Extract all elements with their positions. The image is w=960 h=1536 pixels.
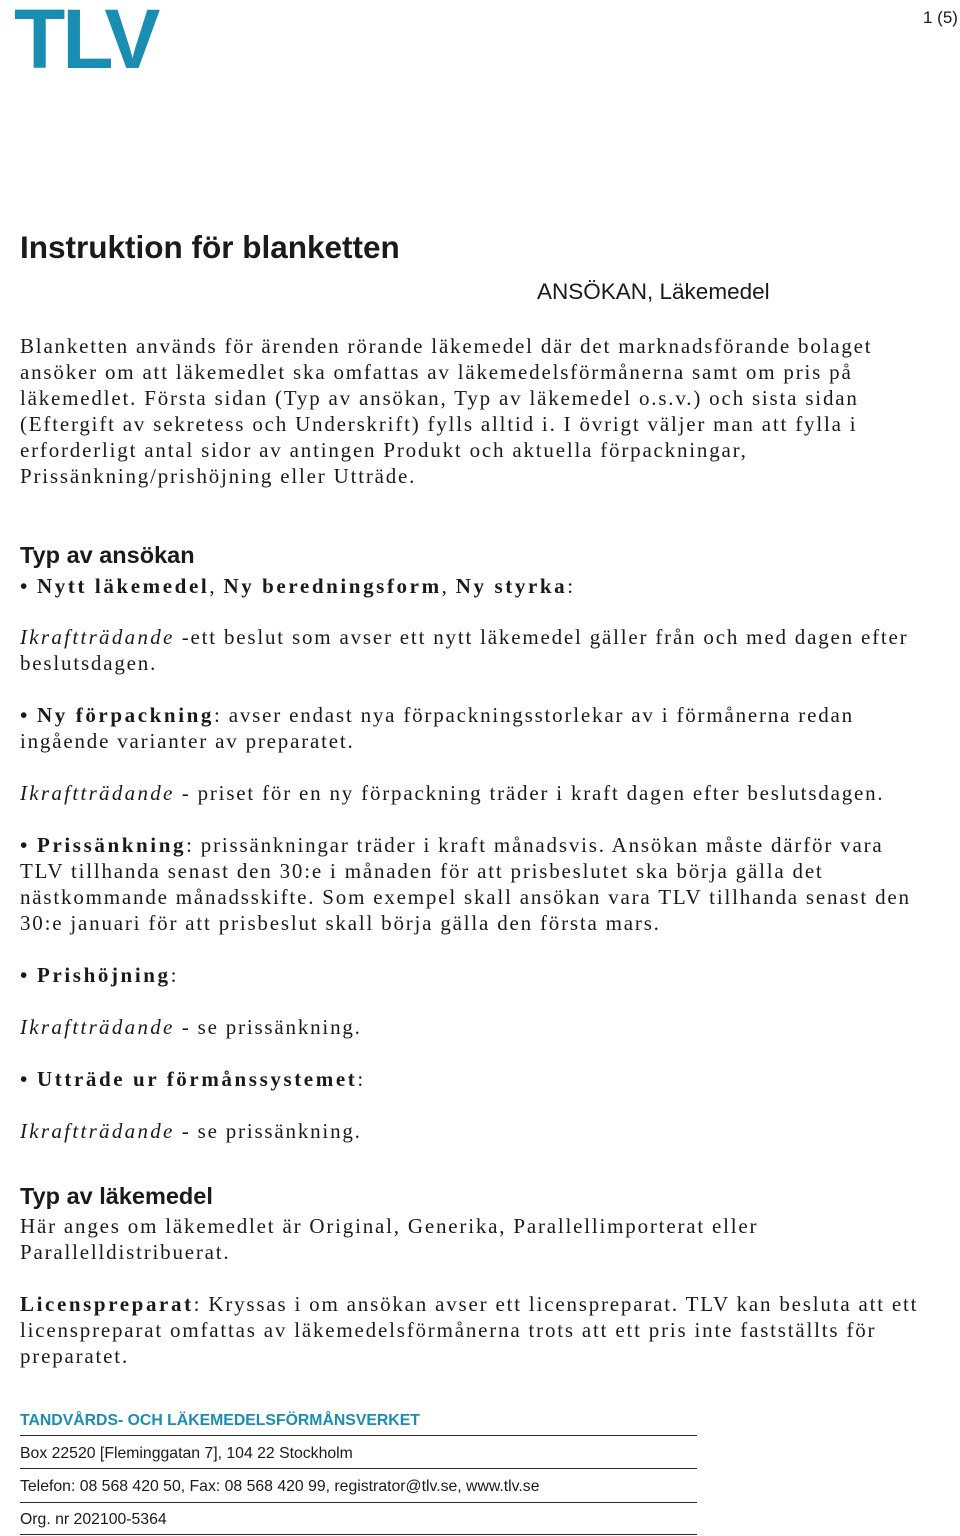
footer-contact: Telefon: 08 568 420 50, Fax: 08 568 420 99, registrator@tlv.se, www.tlv.se (20, 1478, 540, 1495)
bullet-price-increase (20, 962, 178, 988)
bullet-line (20, 1066, 365, 1092)
term-separator: , (441, 574, 449, 598)
term-description: : prissänkningar träder i kraft månadsvis. Ansökan måste därför vara (186, 833, 884, 857)
effective-line (20, 1118, 362, 1144)
section-heading-medicine-type: Typ av läkemedel (20, 1183, 213, 1209)
term-new-package: Ny förpackning (37, 703, 215, 727)
effective-label: Ikraftträdande (20, 1015, 175, 1039)
term-suffix: : (567, 574, 575, 598)
term-new-medicine: Nytt läkemedel (37, 574, 210, 598)
paragraph-line: Här anges om läkemedlet är Original, Generika, Parallellimporterat eller (20, 1214, 759, 1238)
intro-line: läkemedlet. Första sidan (Typ av ansökan, Typ av läkemedel o.s.v.) och sista sidan (20, 386, 859, 410)
section-heading-application-type: Typ av ansökan (20, 542, 195, 568)
term-description: : avser endast nya förpackningsstorlekar av i förmånerna redan (214, 703, 854, 727)
footer-rule (20, 1468, 697, 1469)
effective-label: Ikraftträdande (20, 781, 175, 805)
intro-line: erforderligt antal sidor av antingen Produkt och aktuella förpackningar, (20, 438, 748, 462)
effective-note-price-increase (20, 1014, 362, 1040)
effective-note-new-product (20, 624, 908, 676)
footer-org-number: Org. nr 202100-5364 (20, 1511, 167, 1528)
term-description: TLV tillhanda senast den 30:e i månaden för att prisbeslutet ska börja gälla det (20, 859, 824, 883)
page-title: Instruktion för blanketten (20, 229, 400, 265)
tlv-logo: TLV (14, 0, 158, 86)
intro-line: (Eftergift av sekretess och Underskrift) fylls alltid i. I övrigt väljer man att fylla i (20, 412, 858, 436)
footer-address: Box 22520 [Fleminggatan 7], 104 22 Stockholm (20, 1445, 353, 1462)
term-new-strength: Ny styrka (455, 574, 568, 598)
term-license: Licenspreparat (20, 1292, 194, 1316)
paragraph-line (20, 1291, 918, 1317)
medicine-type-paragraph (20, 1213, 758, 1265)
intro-line: Prissänkning/prishöjning eller Utträde. (20, 464, 417, 488)
license-paragraph (20, 1291, 918, 1369)
paragraph-line: preparatet. (20, 1344, 129, 1368)
term-withdrawal: Utträde ur förmånssystemet (37, 1067, 358, 1091)
effective-line (20, 624, 908, 650)
bullet-line (20, 832, 911, 858)
term-description: ingående varianter av preparatet. (20, 729, 355, 753)
intro-line: ansöker om att läkemedlet ska omfattas av läkemedelsförmånerna samt om pris på (20, 360, 853, 384)
bullet-withdrawal (20, 1066, 365, 1092)
term-price-increase: Prishöjning (37, 963, 171, 987)
effective-label: Ikraftträdande (20, 625, 175, 649)
term-suffix: : (357, 1067, 365, 1091)
term-new-dosage-form: Ny beredningsform (223, 574, 442, 598)
footer-rule (20, 1435, 697, 1436)
term-description: : Kryssas i om ansökan avser ett licenspreparat. TLV kan besluta att ett (193, 1292, 919, 1316)
effective-label: Ikraftträdande (20, 1119, 175, 1143)
bullet-line (20, 702, 854, 728)
intro-paragraph (20, 333, 872, 489)
term-separator: , (209, 574, 217, 598)
footer-agency-name: TANDVÅRDS- OCH LÄKEMEDELSFÖRMÅNSVERKET (20, 1412, 420, 1429)
bullet-marker: • (20, 574, 30, 598)
term-description: nästkommande månadsskifte. Som exempel skall ansökan vara TLV tillhanda senast den (20, 885, 911, 909)
effective-text: - priset för en ny förpackning träder i kraft dagen efter beslutsdagen. (181, 781, 885, 805)
effective-note-new-package (20, 780, 885, 806)
term-description: 30:e januari för att prisbeslut skall börja gälla den första mars. (20, 911, 661, 935)
footer-rule (20, 1502, 697, 1503)
effective-text: - se prissänkning. (181, 1119, 362, 1143)
term-price-decrease: Prissänkning (37, 833, 187, 857)
intro-line: Blanketten används för ärenden rörande läkemedel där det marknadsförande bolaget (20, 334, 873, 358)
bullet-line (20, 962, 178, 988)
paragraph-line: licenspreparat omfattas av läkemedelsförmånerna trots att ett pris inte fastställts för (20, 1318, 877, 1342)
effective-note-withdrawal (20, 1118, 362, 1144)
bullet-price-decrease (20, 832, 911, 936)
bullet-marker: • (20, 963, 30, 987)
effective-text: -ett beslut som avser ett nytt läkemedel gäller från och med dagen efter (181, 625, 909, 649)
form-name: ANSÖKAN, Läkemedel (537, 279, 770, 304)
term-suffix: : (170, 963, 179, 987)
footer-rule (20, 1534, 697, 1535)
bullet-marker: • (20, 833, 30, 857)
bullet-new-product (20, 573, 575, 599)
bullet-marker: • (20, 703, 30, 727)
effective-line (20, 780, 885, 806)
bullet-marker: • (20, 1067, 30, 1091)
page-number: 1 (5) (923, 8, 958, 27)
effective-text: beslutsdagen. (20, 651, 158, 675)
bullet-line (20, 573, 575, 599)
bullet-new-package (20, 702, 854, 754)
paragraph-line: Parallelldistribuerat. (20, 1240, 231, 1264)
effective-text: - se prissänkning. (181, 1015, 362, 1039)
effective-line (20, 1014, 362, 1040)
